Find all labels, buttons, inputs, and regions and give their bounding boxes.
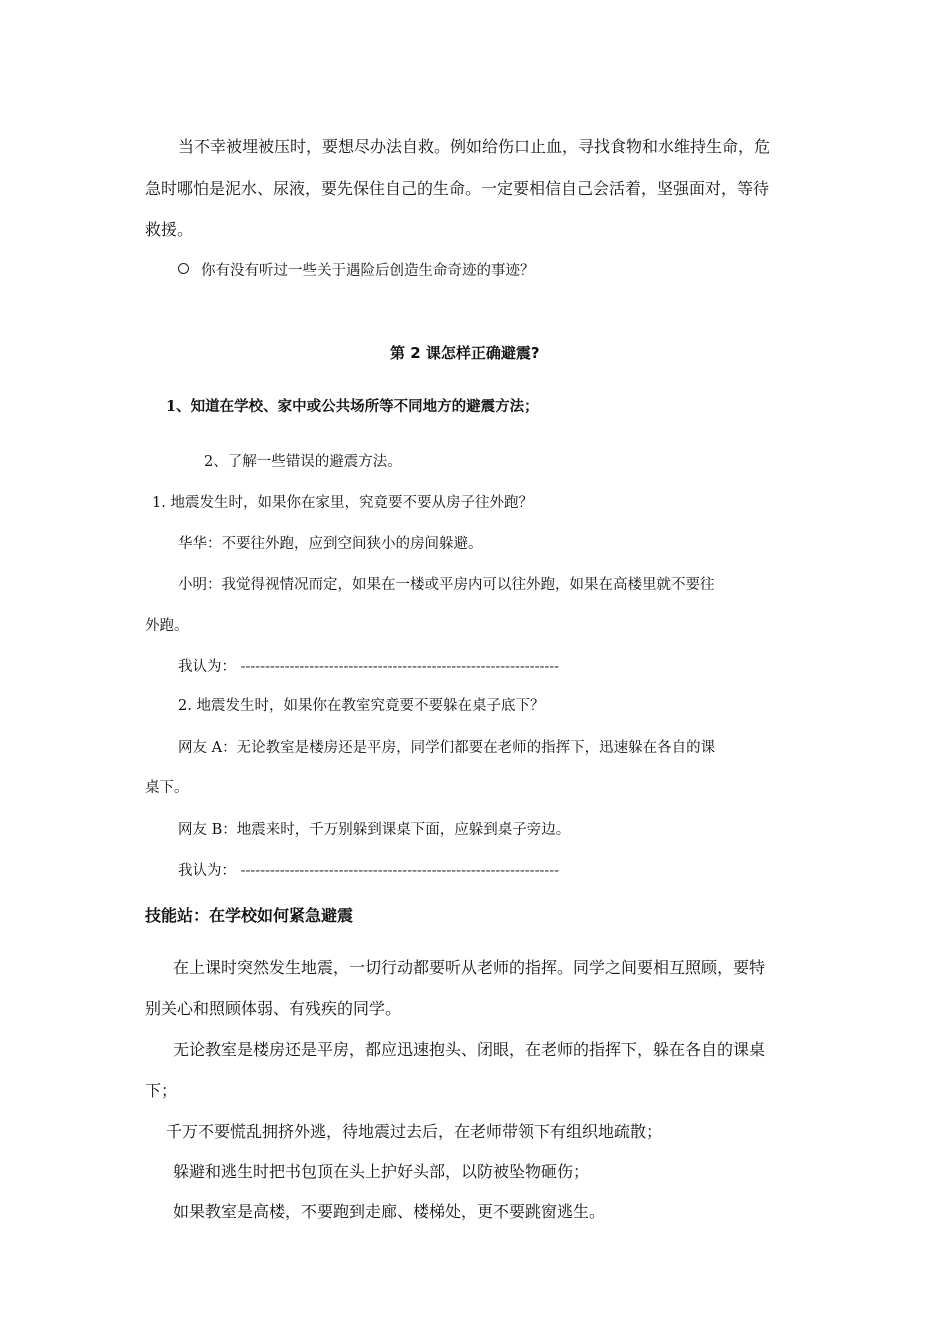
- question-2: 2. 地震发生时，如果你在教室究竟要不要躲在桌子底下？: [178, 698, 545, 714]
- intro-paragraph-line-3: 救援。: [145, 220, 194, 239]
- answer-blank-line[interactable]: -----------------------------------------------------------------: [240, 863, 560, 879]
- question-2-answer-a-line-1: 网友 A：无论教室是楼房还是平房，同学们都要在老师的指挥下，迅速躲在各自的课: [178, 740, 716, 756]
- skills-paragraph-2-line-1: 无论教室是楼房还是平房，都应迅速抱头、闭眼，在老师的指挥下，躲在各自的课桌: [173, 1040, 766, 1059]
- question-1-my-opinion: [178, 655, 559, 676]
- intro-question: [178, 259, 535, 280]
- question-1: 1. 地震发生时，如果你在家里，究竟要不要从房子往外跑？: [152, 495, 533, 511]
- lesson-goal-1: 1、知道在学校、家中或公共场所等不同地方的避震方法；: [166, 398, 539, 415]
- answer-blank-line[interactable]: -----------------------------------------------------------------: [240, 659, 560, 675]
- question-2-answer-b: 网友 B：地震来时，千万别躲到课桌下面，应躲到桌子旁边。: [178, 822, 571, 838]
- lesson-title: 第 2 课怎样正确避震?: [390, 344, 540, 362]
- intro-paragraph-line-2: 急时哪怕是泥水、尿液，要先保住自己的生命。一定要相信自己会活着，坚强面对，等待: [145, 179, 770, 198]
- skills-paragraph-1-line-1: 在上课时突然发生地震，一切行动都要听从老师的指挥。同学之间要相互照顾，要特: [173, 958, 766, 977]
- lesson-goal-2: 2、了解一些错误的避震方法。: [204, 454, 402, 470]
- skills-paragraph-2-line-2: 下；: [145, 1081, 178, 1100]
- skills-paragraph-1-line-2: 别关心和照顾体弱、有残疾的同学。: [145, 999, 402, 1018]
- question-1-answer-huahua: 华华：不要往外跑，应到空间狭小的房间躲避。: [178, 536, 483, 552]
- skills-paragraph-4: 躲避和逃生时把书包顶在头上护好头部，以防被坠物砸伤；: [173, 1162, 590, 1181]
- intro-paragraph-line-1: 当不幸被埋被压时，要想尽办法自救。例如给伤口止血，寻找食物和水维持生命，危: [178, 137, 771, 156]
- skills-heading: 技能站：在学校如何紧急避震: [145, 906, 354, 925]
- skills-paragraph-3: 千万不要慌乱拥挤外逃，待地震过去后，在老师带领下有组织地疏散；: [166, 1122, 663, 1141]
- skills-paragraph-5: 如果教室是高楼，不要跑到走廊、楼梯处，更不要跳窗逃生。: [173, 1202, 606, 1221]
- question-1-answer-xiaoming-line-2: 外跑。: [145, 618, 189, 634]
- question-1-answer-xiaoming-line-1: 小明：我觉得视情况而定，如果在一楼或平房内可以往外跑，如果在高楼里就不要往: [178, 577, 715, 593]
- circle-bullet-icon: [178, 263, 189, 274]
- my-opinion-label: 我认为：: [178, 863, 236, 879]
- intro-question-text: 你有没有听过一些关于遇险后创造生命奇迹的事迹？: [201, 263, 535, 279]
- question-2-answer-a-line-2: 桌下。: [145, 780, 189, 796]
- my-opinion-label: 我认为：: [178, 659, 236, 675]
- question-2-my-opinion: [178, 859, 559, 880]
